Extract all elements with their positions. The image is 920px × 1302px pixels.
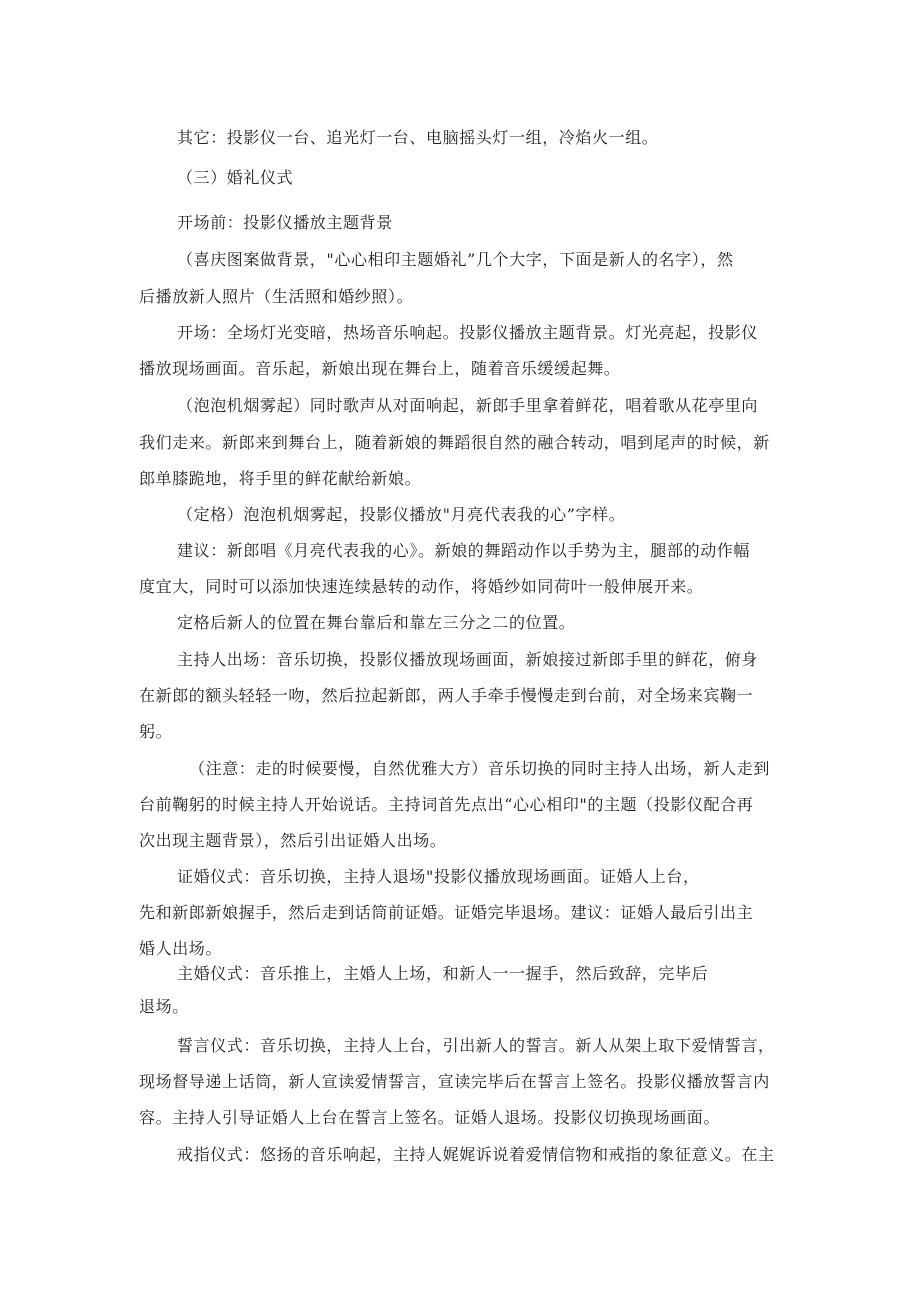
line-position: 定格后新人的位置在舞台靠后和靠左三分之二的位置。: [177, 613, 576, 632]
line-witness-3: 婚人出场。: [139, 939, 223, 958]
line-pre-opening: 开场前：投影仪播放主题背景: [177, 213, 393, 232]
line-equipment-other: 其它：投影仪一台、追光灯一台、电脑摇头灯一组，冷焰火一组。: [177, 128, 659, 147]
line-host-entry-3: 躬。: [139, 722, 173, 741]
line-opening-1: 开场：全场灯光变暗，热场音乐响起。投影仪播放主题背景。灯光亮起，投影仪: [177, 323, 759, 342]
line-bubble-3: 郎单膝跪地，将手里的鲜花献给新娘。: [139, 469, 422, 488]
line-vow-2: 现场督导递上话筒，新人宣读爱情誓言，宣读完毕后在誓言上签名。投影仪播放誓言内: [139, 1072, 770, 1091]
line-pre-opening-detail-2: 后播放新人照片（生活照和婚纱照）。: [139, 287, 414, 306]
line-host-entry-1: 主持人出场：音乐切换，投影仪播放现场画面，新娘接过新郎手里的鲜花，俯身: [177, 650, 759, 669]
line-note-2: 台前鞠躬的时候主持人开始说话。主持词首先点出“心心相印"的主题（投影仪配合再: [139, 795, 754, 814]
line-opening-2: 播放现场画面。音乐起，新娘出现在舞台上，随着音乐缓缓起舞。: [139, 359, 621, 378]
line-freeze: （定格）泡泡机烟雾起，投影仪播放"月亮代表我的心”字样。: [177, 505, 626, 524]
line-note-3: 次出现主题背景），然后引出证婚人出场。: [139, 831, 447, 850]
line-witness-2: 先和新郎新娘握手，然后走到话筒前证婚。证婚完毕退场。建议：证婚人最后引出主: [139, 903, 754, 922]
line-officiant-1: 主婚仪式：音乐推上，主婚人上场，和新人一一握手，然后致辞，完毕后: [177, 964, 709, 983]
line-witness-1: 证婚仪式：音乐切换，主持人退场"投影仪播放现场画面。证婚人上台，: [177, 867, 700, 886]
line-vow-3: 容。主持人引导证婚人上台在誓言上签名。证婚人退场。投影仪切换现场画面。: [139, 1108, 721, 1127]
line-bubble-1: （泡泡机烟雾起）同时歌声从对面响起，新郎手里拿着鲜花，唱着歌从花亭里向: [177, 396, 759, 415]
line-vow-1: 誓言仪式：音乐切换，主持人上台，引出新人的誓言。新人从架上取下爱情誓言，: [177, 1036, 775, 1055]
line-bubble-2: 我们走来。新郎来到舞台上，随着新娘的舞蹈很自然的融合转动，唱到尾声的时候，新: [139, 433, 770, 452]
line-pre-opening-detail-1: （喜庆图案做背景，"心心相印主题婚礼”几个大字，下面是新人的名字），然: [177, 250, 734, 269]
line-host-entry-2: 在新郎的额头轻轻一吻，然后拉起新郎，两人手牵手慢慢走到台前，对全场来宾鞠一: [139, 686, 754, 705]
line-suggestion-2: 度宜大，同时可以添加快速连续悬转的动作，将婚纱如同荷叶一般伸展开来。: [139, 577, 704, 596]
line-ring-1: 戒指仪式：悠扬的音乐响起，主持人娓娓诉说着爱情信物和戒指的象征意义。在主: [177, 1145, 775, 1164]
line-officiant-2: 退场。: [139, 997, 189, 1016]
section-heading-ceremony: （三）婚礼仪式: [177, 168, 294, 187]
line-note-1: （注意：走的时候要慢，自然优雅大方）音乐切换的同时主持人出场，新人走到: [189, 759, 771, 778]
line-suggestion-1: 建议：新郎唱《月亮代表我的心》。新娘的舞蹈动作以手势为主，腿部的动作幅: [177, 541, 751, 560]
